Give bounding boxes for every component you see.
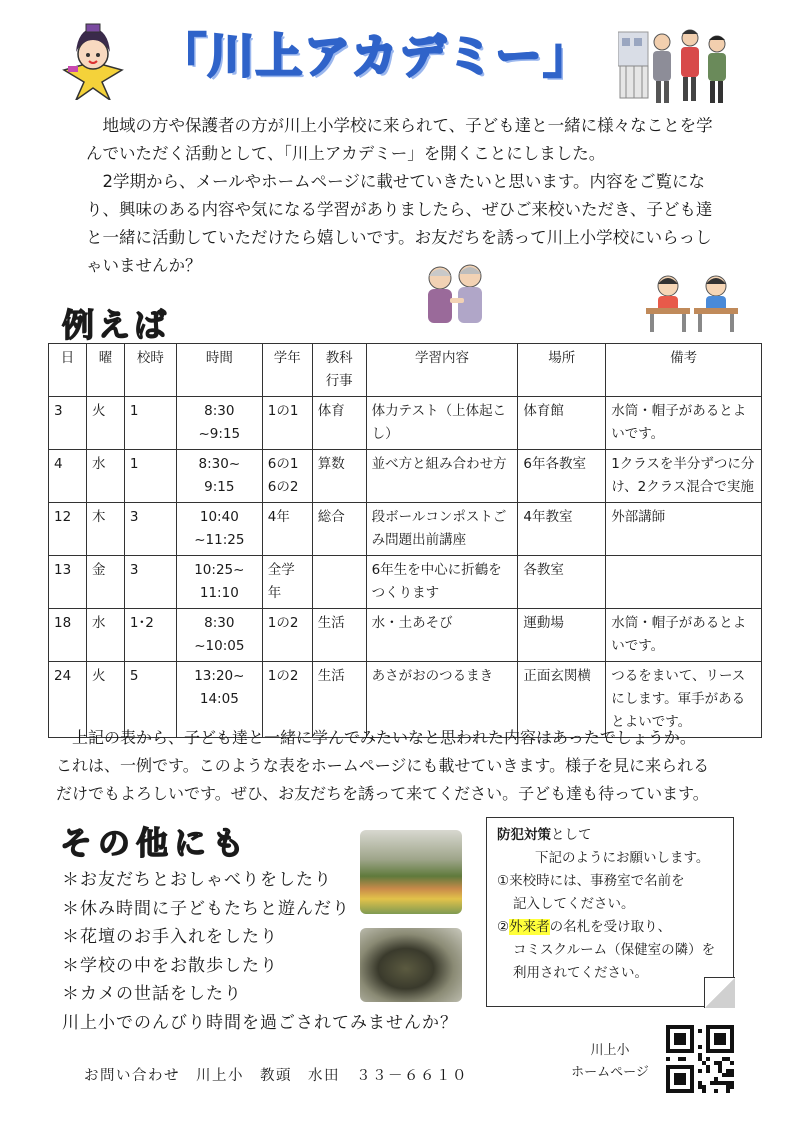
cell-notes [606, 556, 762, 609]
cell-weekday: 木 [86, 503, 124, 556]
cell-period: 1･2 [124, 609, 176, 662]
crime-box-item-1: ①来校時には、事務室で名前を [497, 873, 685, 889]
intro-paragraph-1: 地域の方や保護者の方が川上小学校に来られて、子ども達と一緒に様々なことを学んでいただく活動として、「川上アカデミー」を開くことにしました。 [86, 116, 713, 163]
cell-weekday: 金 [86, 556, 124, 609]
cell-period: 3 [124, 503, 176, 556]
cell-notes: 水筒・帽子があるとよいです。 [606, 609, 762, 662]
cell-grade: 1の2 [262, 662, 312, 738]
cell-subject: 生活 [312, 609, 366, 662]
after-table-line-2: これは、一例です。このような表をホームページにも載せていきます。様子を見に来られる [56, 756, 710, 775]
after-table-line-1: 上記の表から、子ども達と一緒に学んでみたいなと思われた内容はあったでしょうか。 [72, 728, 696, 747]
cell-weekday: 水 [86, 450, 124, 503]
cell-place: 体育館 [518, 397, 606, 450]
cell-weekday: 火 [86, 662, 124, 738]
cell-content: 並べ方と組み合わせ方 [366, 450, 518, 503]
visitor-highlight: 外来者 [509, 919, 550, 935]
other-closing-text: 川上小でのんびり時間を過ごされてみませんか？ [62, 1012, 458, 1033]
qr-label: 川上小 ホームページ [571, 1043, 649, 1080]
cell-time: 8:30 ~10:05 [176, 609, 262, 662]
cell-grade: 6の1 6の2 [262, 450, 312, 503]
cell-grade: 1の2 [262, 609, 312, 662]
header-notes: 備考 [606, 344, 762, 397]
cell-place: 各教室 [518, 556, 606, 609]
contact-info: お問い合わせ 川上小 教頭 水田 ３３－６６１０ [84, 1068, 468, 1084]
section-heading-example: 例えば [62, 306, 171, 344]
crime-box-item-2: ②外来者の名札を受け取り、 [497, 919, 672, 935]
schedule-table [48, 343, 762, 738]
cell-weekday: 水 [86, 609, 124, 662]
header-place: 場所 [518, 344, 606, 397]
cell-time: 13:20~ 14:05 [176, 662, 262, 738]
cell-day: 3 [49, 397, 87, 450]
cell-grade: 1の1 [262, 397, 312, 450]
cell-content: あさがおのつるまき [366, 662, 518, 738]
list-item: ＊カメの世話をしたり [62, 984, 242, 1004]
page-title: 「川上アカデミー」 [160, 29, 592, 83]
crime-box-item-2-cont: コミスクルーム（保健室の隣）を [513, 942, 716, 958]
people-walking-illustration [618, 26, 732, 110]
cell-notes: 1クラスを半分ずつに分け、2クラス混合で実施 [606, 450, 762, 503]
cell-period: 1 [124, 397, 176, 450]
cell-subject: 生活 [312, 662, 366, 738]
qr-code-icon[interactable] [666, 1025, 734, 1093]
cell-content: 6年生を中心に折鶴をつくります [366, 556, 518, 609]
list-item: ＊お友だちとおしゃべりをしたり [62, 870, 332, 890]
cell-subject: 体育 [312, 397, 366, 450]
list-item: ＊休み時間に子どもたちと遊んだり [62, 898, 350, 919]
crime-box-item-2-cont-2: 利用されてください。 [513, 965, 648, 981]
cell-day: 12 [49, 503, 87, 556]
cell-day: 18 [49, 609, 87, 662]
cell-day: 13 [49, 556, 87, 609]
crime-box-item-1-cont: 記入してください。 [513, 896, 635, 912]
cell-subject: 総合 [312, 503, 366, 556]
table-row [49, 556, 762, 609]
cell-time: 10:40 ~11:25 [176, 503, 262, 556]
after-table-text [56, 724, 756, 808]
table-row [49, 503, 762, 556]
table-row [49, 450, 762, 503]
cell-period: 3 [124, 556, 176, 609]
cell-notes: 外部講師 [606, 503, 762, 556]
header-period: 校時 [124, 344, 176, 397]
list-item: ＊学校の中をお散歩したり [62, 955, 278, 976]
cell-day: 4 [49, 450, 87, 503]
cell-place: 4年教室 [518, 503, 606, 556]
crime-prevention-box [486, 817, 734, 1007]
cell-time: 8:30 ~9:15 [176, 397, 262, 450]
cell-weekday: 火 [86, 397, 124, 450]
header-weekday: 曜 [86, 344, 124, 397]
list-item: ＊花壇のお手入れをしたり [62, 927, 278, 947]
cell-time: 10:25~ 11:10 [176, 556, 262, 609]
header-subject: 教科 行事 [312, 344, 366, 397]
header-grade: 学年 [262, 344, 312, 397]
cell-subject [312, 556, 366, 609]
cell-content: 段ボールコンポストごみ問題出前講座 [366, 503, 518, 556]
header-day: 日 [49, 344, 87, 397]
crime-box-title: 防犯対策として [497, 827, 592, 843]
cell-subject: 算数 [312, 450, 366, 503]
cell-place: 運動場 [518, 609, 606, 662]
table-header-row [49, 344, 762, 397]
after-table-line-3: だけでもよろしいです。ぜひ、お友だちを誘って来てください。子ども達も待っています。 [56, 784, 709, 803]
section-heading-other: その他にも [60, 824, 251, 862]
intro-paragraph-2: 2学期から、メールやホームページに載せていきたいと思います。内容をご覧になり、興味のある内容や気になる学習がありましたら、ぜひご来校いただき、子ども達と一緒に活動していただけたら嬉しいです。お友だちを誘って川上小学校にいらっしゃいませんか？ [86, 172, 713, 275]
cell-content: 体力テスト（上体起こし） [366, 397, 518, 450]
cell-content: 水・土あそび [366, 609, 518, 662]
page-fold-corner [704, 977, 735, 1008]
cell-place: 正面玄関横 [518, 662, 606, 738]
cell-day: 24 [49, 662, 87, 738]
students-illustration [644, 272, 740, 334]
cell-period: 1 [124, 450, 176, 503]
mascot-illustration [62, 22, 124, 100]
header-time: 時間 [176, 344, 262, 397]
cell-notes: 水筒・帽子があるとよいです。 [606, 397, 762, 450]
cell-notes: つるをまいて、リースにします。軍手があるとよいです。 [606, 662, 762, 738]
flowerbed-photo [360, 830, 462, 914]
turtle-photo [360, 928, 462, 1002]
header-content: 学習内容 [366, 344, 518, 397]
cell-time: 8:30~ 9:15 [176, 450, 262, 503]
intro-text [86, 112, 714, 280]
cell-period: 5 [124, 662, 176, 738]
cell-place: 6年各教室 [518, 450, 606, 503]
crime-box-request: 下記のようにお願いします。 [535, 850, 710, 866]
cell-grade: 全学年 [262, 556, 312, 609]
elderly-people-illustration [420, 262, 490, 326]
table-row [49, 397, 762, 450]
table-row [49, 609, 762, 662]
cell-grade: 4年 [262, 503, 312, 556]
